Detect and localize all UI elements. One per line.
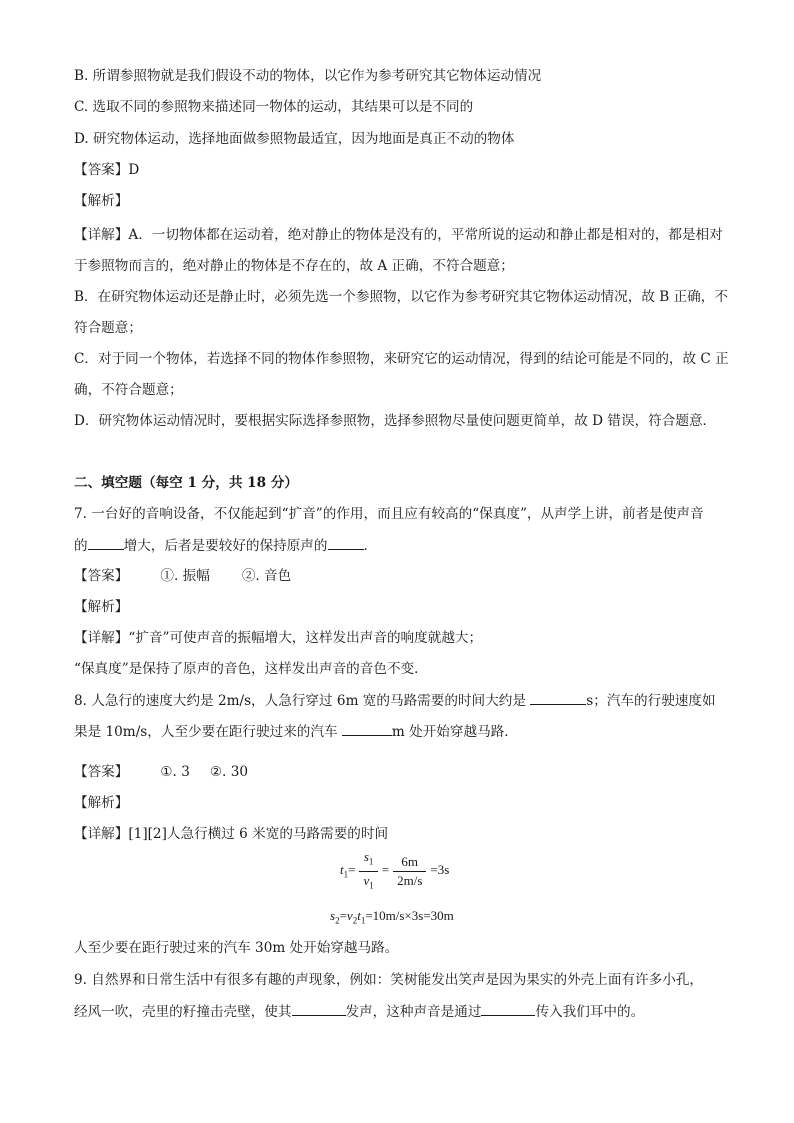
q8-answer	[74, 762, 248, 782]
answer-label: 【答案】	[74, 568, 129, 584]
section-2-title: 二、填空题（每空 1 分，共 18 分）	[74, 475, 299, 491]
q9-stem-text: 经风一吹，壳里的籽撞击壳壁，使其	[74, 1004, 292, 1020]
q7-answer-2: ②. 音色	[241, 568, 292, 584]
q8-answer-1: ①. 3	[160, 764, 190, 780]
q8-blank-2[interactable]	[342, 721, 392, 736]
q7-answer-1: ①. 振幅	[160, 568, 210, 584]
fraction-s-over-v: $\frac{s_1}{v_1}$	[359, 848, 377, 894]
equation-distance: $s_2=v_2t_1=10m/s\times 3s=30m$	[330, 908, 454, 926]
q9-blank-1[interactable]	[292, 1001, 346, 1016]
q8-stem-text: 果是 10m/s，人至少要在距行驶过来的汽车	[74, 724, 342, 740]
q6-detail-c: C．对于同一个物体，若选择不同的物体作参照物，来研究它的运动情况，得到的结论可能是不同的，故 C 正确，不符合题意；	[74, 351, 729, 398]
q6-detail-b: B．在研究物体运动还是静止时，必须先选一个参照物，以它作为参考研究其它物体运动情况，故 B 正确，不符合题意；	[74, 289, 728, 336]
q7-analysis-label: 【解析】	[74, 599, 129, 615]
equation-time: $t_1=$ $\frac{s_1}{v_1}$ = $\frac{6m}{2m/s}$ =3s	[340, 848, 449, 894]
q7-stem-text: ．	[363, 538, 378, 554]
q9-stem-text: 发声，这种声音是通过	[345, 1004, 482, 1020]
q7-blank-1[interactable]	[88, 535, 124, 550]
option-d: D. 研究物体运动，选择地面做参照物最适宜，因为地面是真正不动的物体	[74, 131, 515, 147]
q8-analysis-label: 【解析】	[74, 795, 129, 811]
q8-blank-1[interactable]	[530, 690, 586, 705]
q9-stem-text: 传入我们耳中的。	[535, 1004, 645, 1020]
q6-detail-d: D．研究物体运动情况时，要根据实际选择参照物，选择参照物尽量使问题更简单，故 D 错误，符合题意．	[74, 413, 717, 429]
q7-stem-text: 增大，后者是要较好的保持原声的	[123, 538, 328, 554]
q7-detail-2: “保真度”是保持了原声的音色，这样发出声音的音色不变．	[74, 661, 428, 677]
q8-stem-text: 8. 人急行的速度大约是 2m/s，人急行穿过 6m 宽的马路需要的时间大约是	[74, 693, 531, 709]
option-b: B. 所谓参照物就是我们假设不动的物体，以它作为参考研究其它物体运动情况	[74, 68, 542, 84]
q8-conclusion: 人至少要在距行驶过来的汽车 30m 处开始穿越马路。	[74, 940, 399, 956]
q7-stem-line1: 7. 一台好的音响设备，不仅能起到“扩音”的作用，而且应有较高的“保真度”，从声学上讲，前者是使声音	[74, 506, 704, 522]
q9-blank-2[interactable]	[481, 1001, 535, 1016]
q6-answer: 【答案】D	[74, 162, 140, 178]
q9-stem-line2	[74, 1001, 644, 1022]
q8-stem-text: m 处开始穿越马路．	[391, 724, 518, 740]
q8-stem-line2	[74, 721, 518, 742]
q8-answer-2: ②. 30	[209, 764, 248, 780]
q7-detail-1: 【详解】“扩音”可使声音的振幅增大，这样发出声音的响度就越大；	[74, 630, 483, 646]
q7-stem-text: 的	[74, 538, 88, 554]
q6-detail-a: 【详解】A．一切物体都在运动着，绝对静止的物体是没有的，平常所说的运动和静止都是相对的，都是相对于参照物而言的，绝对静止的物体是不存在的，故 A 正确，不符合题意；	[74, 227, 723, 274]
fraction-values: $\frac{6m}{2m/s}$	[393, 853, 426, 890]
q8-detail-1: 【详解】[1][2]人急行横过 6 米宽的马路需要的时间	[74, 826, 389, 842]
q7-blank-2[interactable]	[328, 535, 364, 550]
q9-stem-line1: 9. 自然界和日常生活中有很多有趣的声现象，例如：笑树能发出笑声是因为果实的外壳上面有许多小孔，	[74, 972, 704, 988]
q8-stem-text: s；汽车的行驶速度如	[586, 693, 716, 709]
q7-answer	[74, 566, 291, 586]
q8-stem-line1	[74, 690, 716, 711]
q6-analysis-label: 【解析】	[74, 193, 129, 209]
q7-stem-line2	[74, 535, 377, 556]
option-c: C. 选取不同的参照物来描述同一物体的运动，其结果可以是不同的	[74, 99, 474, 115]
answer-label: 【答案】	[74, 764, 129, 780]
